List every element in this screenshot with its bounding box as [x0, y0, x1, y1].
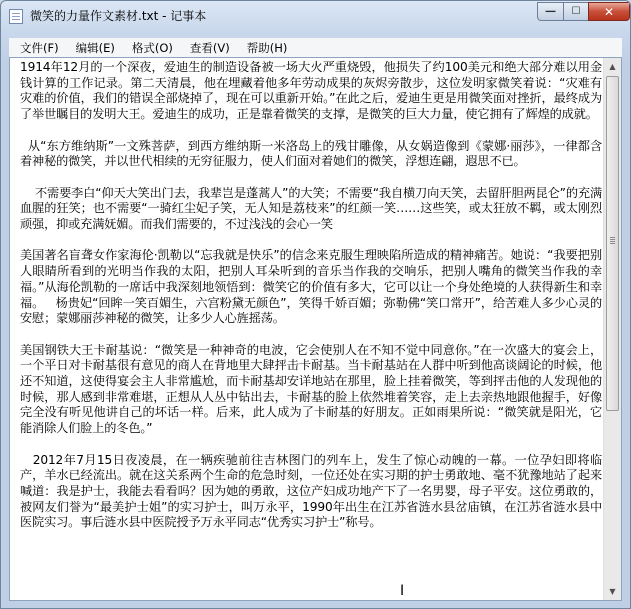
paragraph-nurse: 2012年7月15日夜凌晨，在一辆疾驰前往吉林图门的列车上，发生了惊心动魄的一幕。一位孕妇即将临产，羊水已经流出。就在这关系两个生命的危急时刻，一位还处在实习期的护士勇敢地、毫不犹豫地站了起来喊道：我是护士，我能去看看吗？因为她的勇敢，这位产妇成功地产下了一名男婴，母子平安。这位勇敢的，被网友们誉为“最美护士姐”的实习护士，叫万永平，1990年出生在江苏省涟水县岔庙镇，在江苏省涟水县中医院实习。事后涟水县中医院授予万永平同志“优秀实习护士”称号。 [20, 452, 602, 530]
menu-bar [9, 38, 622, 58]
scroll-thumb[interactable] [606, 76, 619, 411]
close-icon: ✕ [603, 4, 615, 19]
document-text [10, 58, 604, 531]
menu-view[interactable]: 查看(V) [189, 40, 230, 55]
menu-edit[interactable]: 编辑(E) [75, 40, 115, 55]
arrow-up-icon: ▲ [609, 62, 616, 71]
grip-icon [610, 237, 615, 238]
scroll-down-button[interactable] [605, 583, 620, 600]
vertical-scrollbar[interactable] [603, 58, 621, 600]
paragraph-venus: 从“东方维纳斯”一文殊菩萨，到西方维纳斯一米洛岛上的残甘雕像，从女娲造像到《蒙娜·丽莎》，一律都含着神秘的微笑，并以世代相续的无穷征服力，使人们面对着她们的微笑，浮想连翩，遐思不已。 [20, 138, 602, 169]
menu-file[interactable]: 文件(F) [20, 40, 59, 55]
title-bar[interactable] [1, 1, 630, 31]
window-title: 微笑的力量作文素材.txt - 记事本 [30, 9, 207, 23]
menu-help[interactable]: 帮助(H) [246, 40, 288, 55]
close-button[interactable] [588, 2, 630, 21]
maximize-icon: ☐ [571, 6, 581, 17]
paragraph-li-bai: 不需要李白“仰天大笑出门去，我辈岂是蓬蒿人”的大笑；不需要“我自横刀向天笑，去留肝胆两昆仑”的充满血腥的狂笑；也不需要“一骑红尘妃子笑，无人知是荔枝来”的红颜一笑……这些笑，或太狂放不羁，或太刚烈顽强，抑或充满妩媚。而我们需要的，不过浅浅的会心一笑 [20, 185, 603, 231]
text-editor[interactable] [10, 58, 604, 600]
menu-format[interactable]: 格式(O) [131, 40, 173, 55]
minimize-icon: ─ [545, 2, 556, 21]
paragraph-edison: 1914年12月的一个深夜，爱迪生的制造设备被一场大火严重烧毁，他损失了约100美元和绝大部分难以用金钱计算的工作记录。第二天清晨，他在埋藏着他多年劳动成果的灰烬旁散步，这位发明家微笑着说：“灾难有灾难的价值，我们的错误全部烧掉了，现在可以重新开始。”在此之后，爱迪生更是用微笑面对挫折，最终成为了举世瞩目的发明大王。爱迪生的成功，正是靠着微笑的支撑，是微笑的巨大力量，使它拥有了辉煌的成就。 [20, 60, 602, 122]
editor-frame [9, 57, 622, 601]
maximize-button[interactable] [563, 2, 589, 21]
paragraph-carnegie: 美国钢铁大王卡耐基说：“微笑是一种神奇的电波，它会使别人在不知不觉中同意你。”在一次盛大的宴会上，一个平日对卡耐基很有意见的商人在背地里大肆抨击卡耐基。当卡耐基站在人群中听到他高谈阔论的时候，他还不知道，这使得宴会主人非常尴尬，而卡耐基却安详地站在那里，脸上挂着微笑，等到抨击他的人发现他的时候，那人感到非常难堪，正想从人丛中钻出去，卡耐基的脸上依然堆着笑容，走上去亲热地跟他握手，好像完全没有听见他讲自己的坏话一样。后来，此人成为了卡耐基的好朋友。正如雨果所说：“微笑就是阳光，它能消除人们脸上的冬色。” [20, 342, 602, 436]
text-cursor-icon: I [400, 583, 405, 599]
notepad-app-icon[interactable] [9, 9, 23, 24]
minimize-button[interactable] [537, 2, 564, 21]
arrow-down-icon: ▼ [609, 587, 616, 596]
paragraph-helen-keller: 美国著名盲聋女作家海伦·凯勒以“忘我就是快乐”的信念来克服生理映陷所造成的精神痛苦。她说：“我要把别人眼睛所看到的光明当作我的太阳，把别人耳朵听到的音乐当作我的交响乐，把别人嘴角的微笑当作我的幸福。”从海伦凯勒的一席话中我深刻地领悟到：微笑它的价值有多大，它可以让一个身处绝境的人获得新生和幸福。 杨贵妃“回眸一笑百媚生，六宫粉黛无颜色”，笑得千娇百媚；弥勒佛“笑口常开”，给苦难人多少心灵的安慰；蒙娜丽莎神秘的微笑，让多少人心旌摇荡。 [20, 248, 602, 326]
scroll-up-button[interactable] [605, 58, 620, 75]
